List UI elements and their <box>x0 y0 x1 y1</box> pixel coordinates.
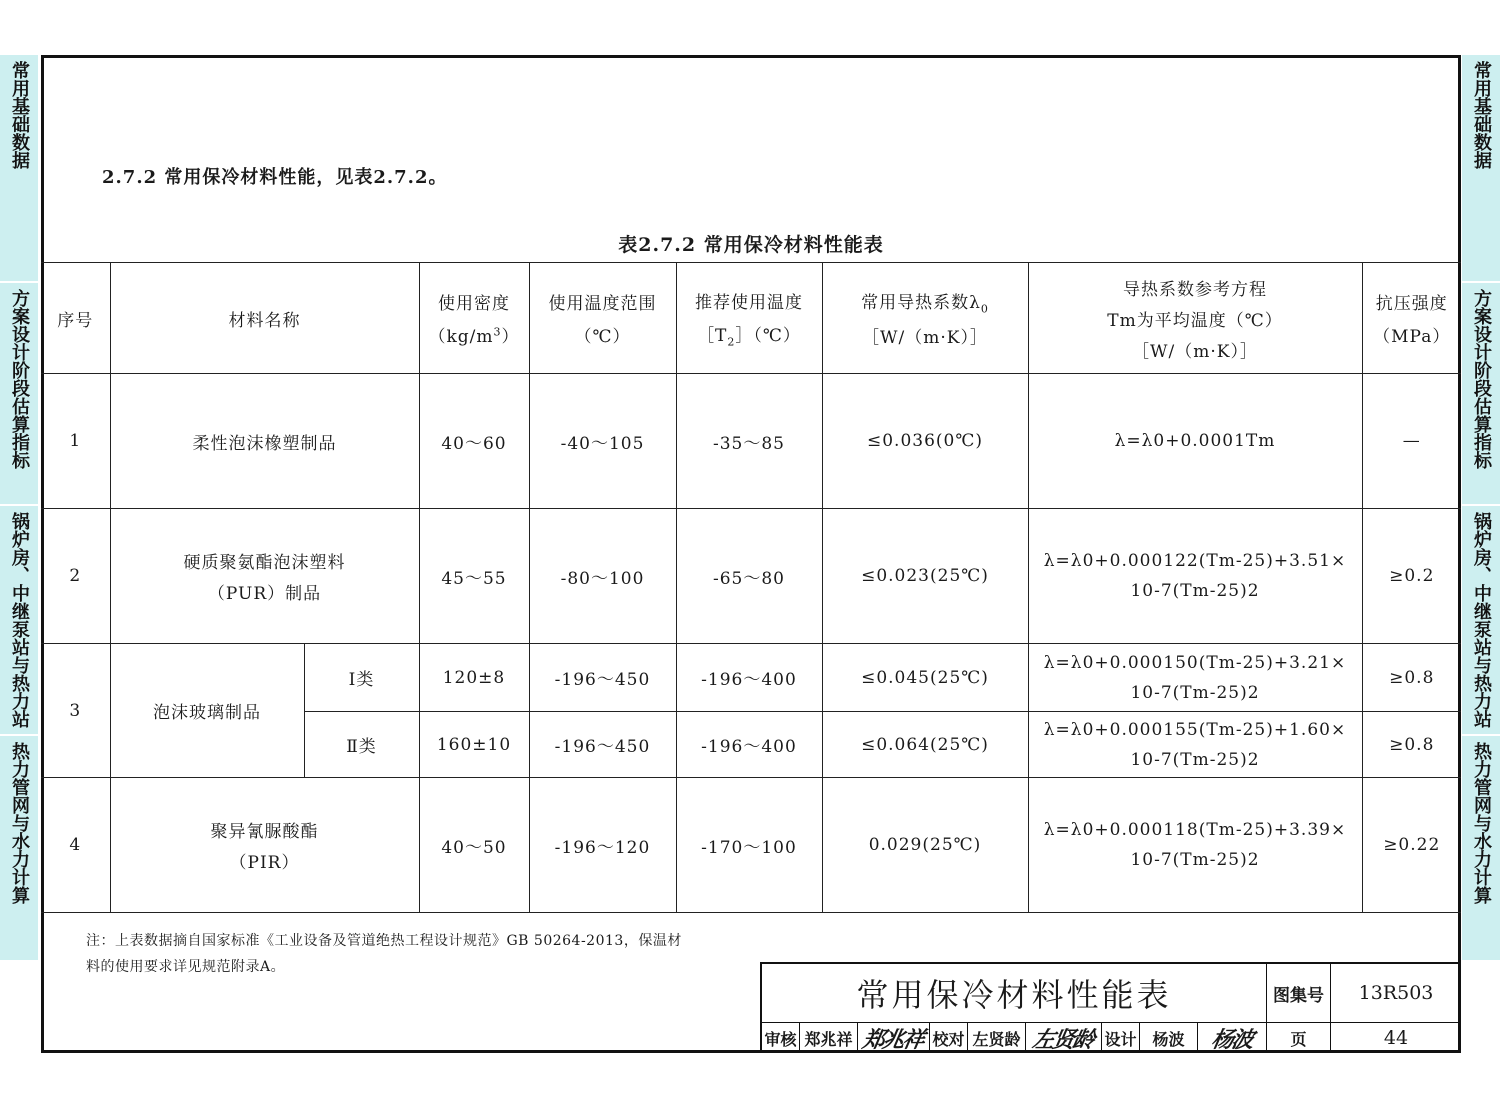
table-row <box>41 644 1461 712</box>
reviewer-signature: 郑兆祥 <box>858 1023 930 1053</box>
cell-strength: ≥0.8 <box>1362 712 1461 778</box>
cell-subtype: Ⅱ类 <box>304 712 419 778</box>
table-row <box>41 778 1461 913</box>
header-strength: 抗压强度 （MPa） <box>1362 263 1461 374</box>
cell-strength: ≥0.2 <box>1362 509 1461 644</box>
side-tab-estimate[interactable]: 方案设计阶段估算指标 <box>0 283 38 506</box>
checker-name: 左贤龄 <box>968 1023 1026 1053</box>
reviewer-name: 郑兆祥 <box>800 1023 858 1053</box>
cell-temp-range: -196～450 <box>529 712 676 778</box>
side-tab-pipe-network[interactable]: 热力管网与水力计算 <box>0 736 38 962</box>
designer-name: 杨波 <box>1140 1023 1198 1053</box>
cell-name: 硬质聚氨酯泡沫塑料 （PUR）制品 <box>110 509 419 644</box>
atlas-number: 13R503 <box>1331 964 1461 1023</box>
header-conductivity: 常用导热系数$\lambda_0$ ［W/（m·K）］ <box>822 263 1028 374</box>
cell-strength: — <box>1362 374 1461 509</box>
cell-equation: λ=λ0+0.000118(Tm-25)+3.39× 10-7(Tm-25)2 <box>1028 778 1362 913</box>
cell-temp-range: -196～120 <box>529 778 676 913</box>
cell-rec-temp: -65～80 <box>676 509 822 644</box>
checker-signature: 左贤龄 <box>1026 1023 1102 1053</box>
header-no: 序号 <box>41 263 110 374</box>
cell-density: 120±8 <box>419 644 529 712</box>
cell-no: 1 <box>41 374 110 509</box>
cell-density: 45～55 <box>419 509 529 644</box>
cell-name: 柔性泡沫橡塑制品 <box>110 374 419 509</box>
cell-lambda: ≤0.045(25℃) <box>822 644 1028 712</box>
cell-temp-range: -80～100 <box>529 509 676 644</box>
designer-signature: 杨波 <box>1198 1023 1267 1053</box>
review-label: 审核 <box>762 1023 800 1053</box>
cell-density: 40～60 <box>419 374 529 509</box>
section-intro: 2.7.2 常用保冷材料性能，见表2.7.2。 <box>102 167 448 188</box>
cell-strength: ≥0.22 <box>1362 778 1461 913</box>
cell-subtype: Ⅰ类 <box>304 644 419 712</box>
atlas-label: 图集号 <box>1267 964 1331 1023</box>
cell-name: 聚异氰脲酸酯 （PIR） <box>110 778 419 913</box>
header-temp-range: 使用温度范围 （℃） <box>529 263 676 374</box>
cell-rec-temp: -196～400 <box>676 644 822 712</box>
cell-equation: λ=λ0+0.000150(Tm-25)+3.21× 10-7(Tm-25)2 <box>1028 644 1362 712</box>
table-note: 注：上表数据摘自国家标准《工业设备及管道绝热工程设计规范》GB 50264-2013，保温材 料的使用要求详见规范附录A。 <box>86 933 682 975</box>
cell-name: 泡沫玻璃制品 <box>110 644 304 778</box>
side-tab-basic-data-right[interactable]: 常用基础数据 <box>1462 55 1500 283</box>
page-number: 44 <box>1383 1027 1409 1049</box>
cell-density: 40～50 <box>419 778 529 913</box>
header-equation: 导热系数参考方程 Tm为平均温度（℃） ［W/（m·K）］ <box>1028 263 1362 374</box>
table-title: 表2.7.2 常用保冷材料性能表 <box>618 234 884 256</box>
cell-density: 160±10 <box>419 712 529 778</box>
cell-no: 2 <box>41 509 110 644</box>
side-tab-pipe-network-right[interactable]: 热力管网与水力计算 <box>1462 736 1500 962</box>
cell-lambda: ≤0.023(25℃) <box>822 509 1028 644</box>
cell-rec-temp: -35～85 <box>676 374 822 509</box>
side-tab-boiler[interactable]: 锅炉房、中继泵站与热力站 <box>0 506 38 736</box>
table-header-row <box>41 263 1461 374</box>
header-recommended-temp: 推荐使用温度 $[T_2](℃)$ <box>676 263 822 374</box>
cell-equation: λ=λ0+0.000122(Tm-25)+3.51× 10-7(Tm-25)2 <box>1028 509 1362 644</box>
cell-no: 4 <box>41 778 110 913</box>
materials-table <box>41 262 1461 913</box>
drawing-title: 常用保冷材料性能表 <box>762 964 1267 1023</box>
cell-no: 3 <box>41 644 110 778</box>
design-label: 设计 <box>1102 1023 1140 1053</box>
side-tab-estimate-right[interactable]: 方案设计阶段估算指标 <box>1462 283 1500 506</box>
check-label: 校对 <box>930 1023 968 1053</box>
side-tab-boiler-right[interactable]: 锅炉房、中继泵站与热力站 <box>1462 506 1500 736</box>
cell-rec-temp: -170～100 <box>676 778 822 913</box>
cell-temp-range: -196～450 <box>529 644 676 712</box>
cell-strength: ≥0.8 <box>1362 644 1461 712</box>
header-density: 使用密度 $(kg/m^3)$ <box>419 263 529 374</box>
cell-temp-range: -40～105 <box>529 374 676 509</box>
table-row <box>41 509 1461 644</box>
side-tab-basic-data[interactable]: 常用基础数据 <box>0 55 38 283</box>
cell-lambda: ≤0.036(0℃) <box>822 374 1028 509</box>
cell-rec-temp: -196～400 <box>676 712 822 778</box>
cell-equation: λ=λ0+0.000155(Tm-25)+1.60× 10-7(Tm-25)2 <box>1028 712 1362 778</box>
cell-lambda: 0.029(25℃) <box>822 778 1028 913</box>
cell-lambda: ≤0.064(25℃) <box>822 712 1028 778</box>
table-row <box>41 374 1461 509</box>
title-block <box>760 962 1461 1053</box>
signature-row <box>762 1023 1461 1053</box>
header-name: 材料名称 <box>110 263 419 374</box>
page-label: 页 <box>1267 1023 1331 1053</box>
cell-equation: λ=λ0+0.0001Tm <box>1028 374 1362 509</box>
